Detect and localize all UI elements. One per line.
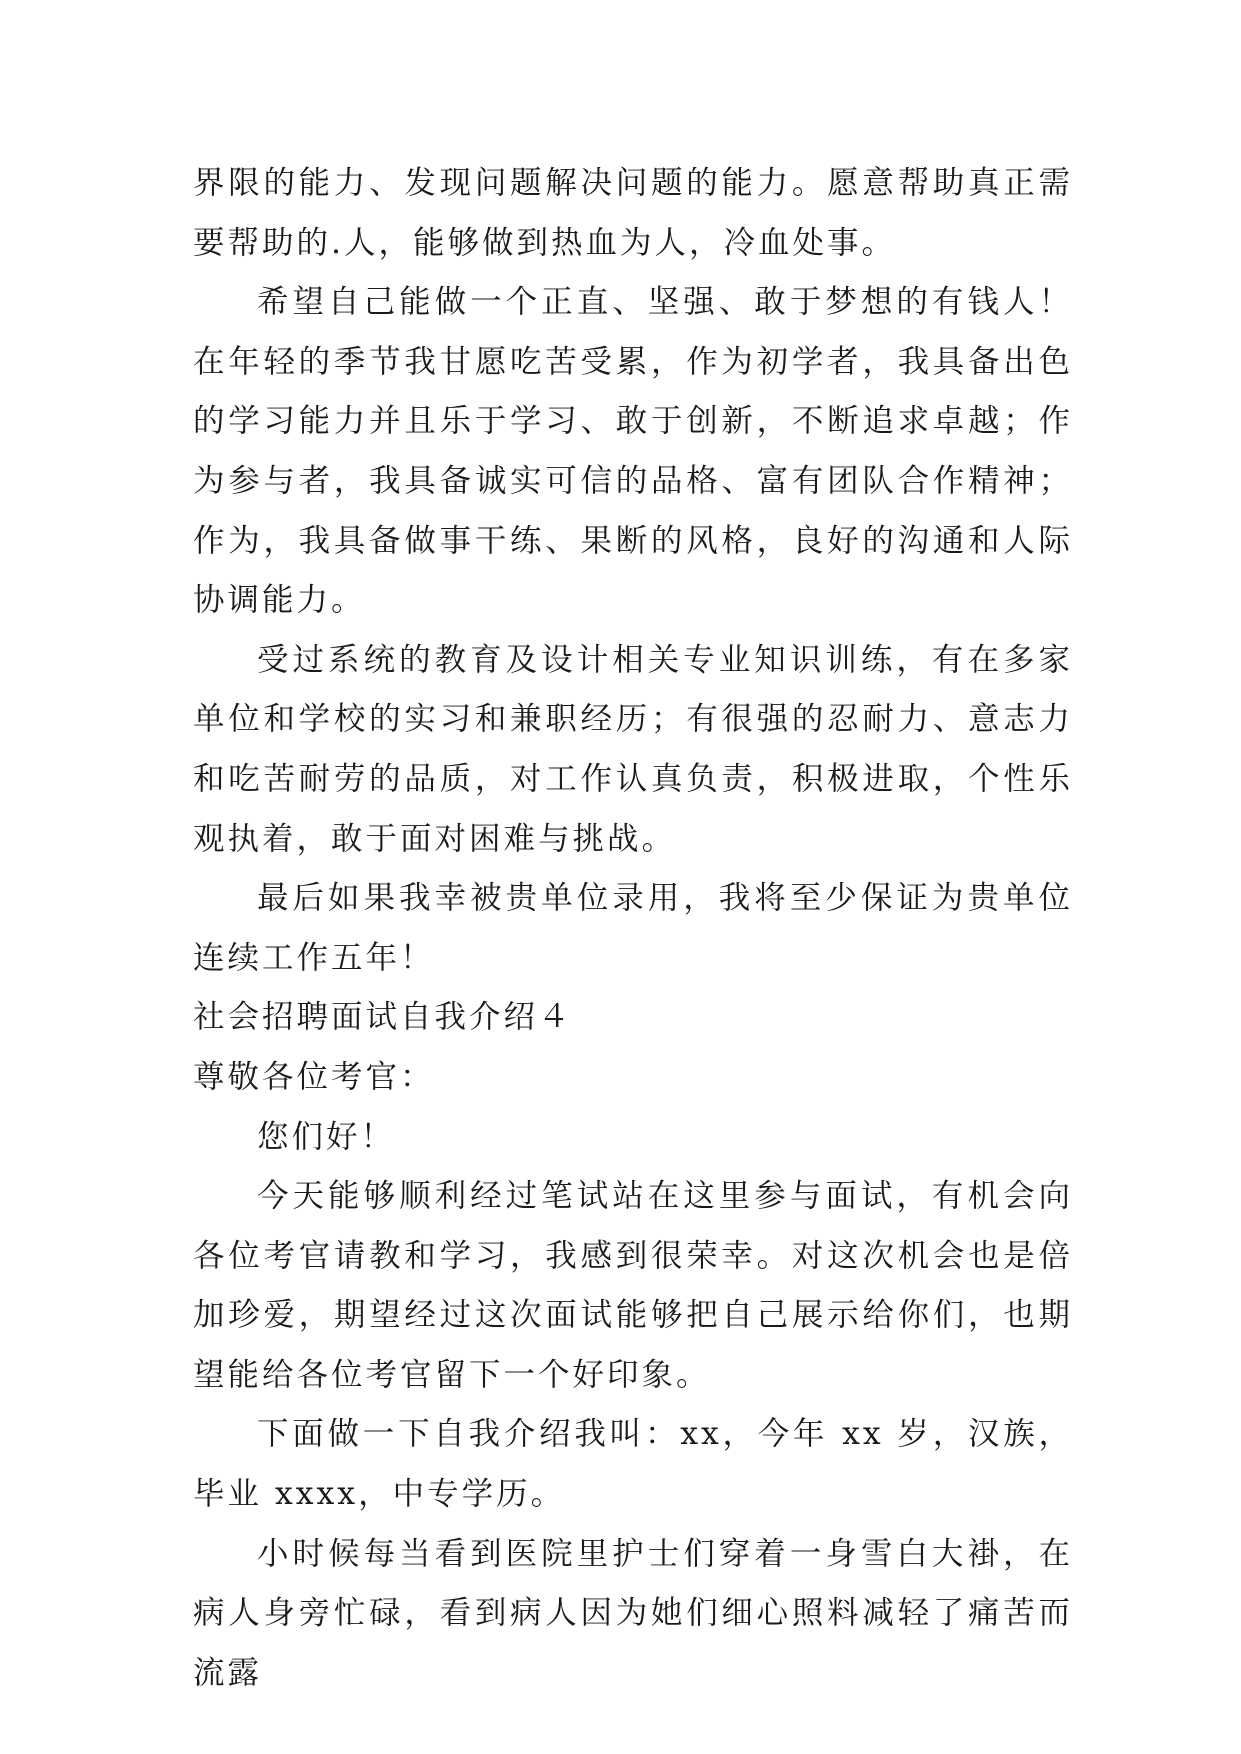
paragraph-4: 最后如果我幸被贵单位录用，我将至少保证为贵单位连续工作五年！ — [193, 880, 1073, 976]
paragraph-5: 今天能够顺利经过笔试站在这里参与面试，有机会向各位考官请教和学习，我感到很荣幸。对这次机会也是倍加珍爱，期望经过这次面试能够把自己展示给你们，也期望能给各位考官留下一个好印象。 — [193, 1178, 1073, 1393]
paragraph-6: 下面做一下自我介绍我叫：xx，今年 xx 岁，汉族，毕业 xxxx，中专学历。 — [193, 1416, 1073, 1513]
section-heading: 社会招聘面试自我介绍４ — [193, 999, 573, 1036]
paragraph-2: 希望自己能做一个正直、坚强、敢于梦想的有钱人！在年轻的季节我甘愿吃苦受累，作为初学者，我具备出色的学习能力并且乐于学习、敢于创新，不断追求卓越；作为参与者，我具备诚实可信的品格、富有团队合作精神；作为，我具备做事干练、果断的风格，良好的沟通和人际协调能力。 — [193, 284, 1073, 619]
paragraph-1: 界限的能力、发现问题解决问题的能力。愿意帮助真正需要帮助的.人，能够做到热血为人，冷血处事。 — [193, 165, 1073, 261]
salutation: 尊敬各位考官： — [193, 1058, 435, 1095]
document-body — [193, 154, 1073, 1703]
paragraph-3: 受过系统的教育及设计相关专业知识训练，有在多家单位和学校的实习和兼职经历；有很强的忍耐力、意志力和吃苦耐劳的品质，对工作认真负责，积极进取，个性乐观执着，敢于面对困难与挑战。 — [193, 641, 1073, 857]
paragraph-7: 小时候每当看到医院里护士们穿着一身雪白大褂，在病人身旁忙碌，看到病人因为她们细心照料减轻了痛苦而流露 — [193, 1535, 1073, 1691]
greeting: 您们好！ — [257, 1118, 396, 1155]
